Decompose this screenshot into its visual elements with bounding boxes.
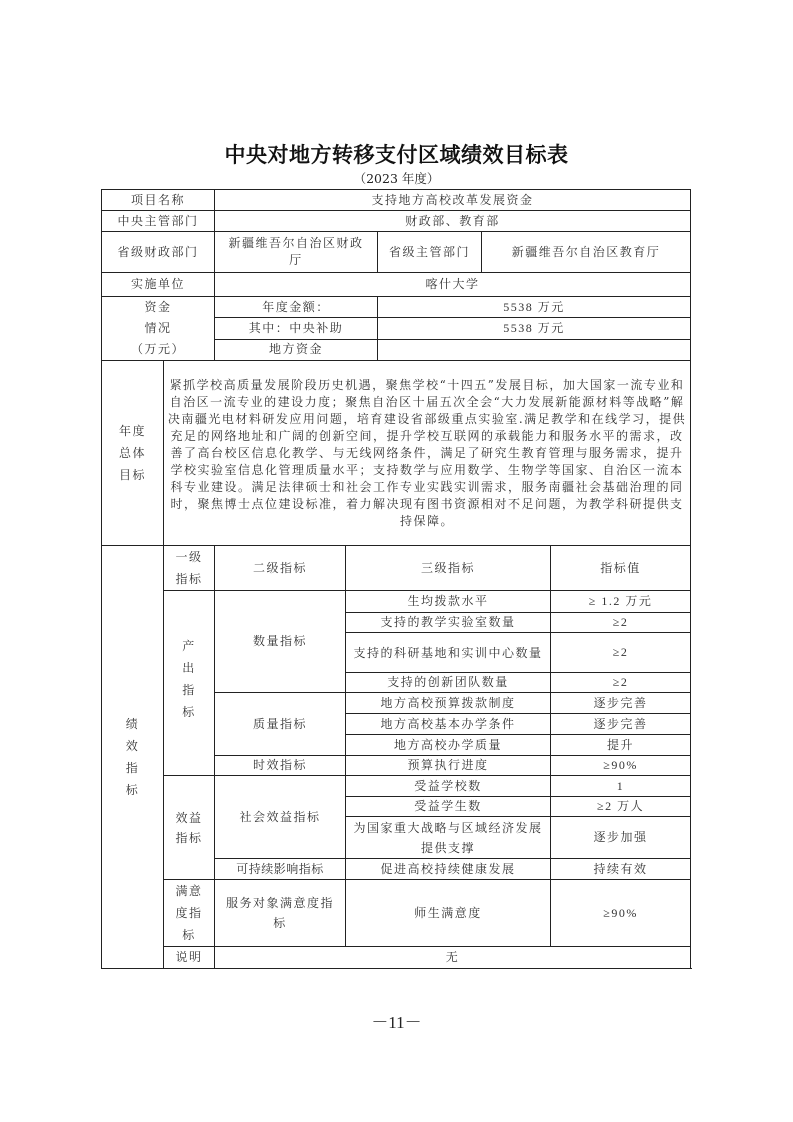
funds-label-line1: 资金: [144, 300, 172, 314]
indicator-name: 支持的教学实验室数量: [346, 613, 551, 633]
row-annual-goal: [102, 361, 691, 546]
timeliness-indicators-label: 时效指标: [215, 756, 346, 776]
indicator-value: ≥2 万人: [551, 797, 691, 817]
table-row: [102, 880, 691, 947]
row-indicator-headers: [102, 546, 691, 591]
performance-target-table: [101, 189, 691, 969]
annual-goal-label-text: 年度总体目标: [118, 424, 146, 482]
indicator-value: ≥ 1.2 万元: [551, 591, 691, 613]
header-level2: 二级指标: [215, 546, 346, 591]
indicator-name: 为国家重大战略与区域经济发展提供支撑: [346, 817, 551, 859]
table-row: [102, 776, 691, 797]
indicator-name: 预算执行进度: [346, 756, 551, 776]
satisfaction-indicators-label: 满意度指标: [164, 880, 215, 947]
row-funds-annual: [102, 297, 691, 318]
quality-indicators-label: 质量指标: [215, 693, 346, 756]
indicator-value: ≥2: [551, 673, 691, 693]
prov-finance-label: 省级财政部门: [102, 232, 215, 273]
page-number: －11－: [371, 1013, 422, 1032]
central-dept-value: 财政部、教育部: [215, 211, 691, 232]
indicator-value: 提升: [551, 735, 691, 756]
document-year: （2023 年度）: [353, 171, 440, 186]
indicator-name: 地方高校办学质量: [346, 735, 551, 756]
social-benefit-label: 社会效益指标: [215, 776, 346, 859]
document-title: 中央对地方转移支付区域绩效目标表: [224, 142, 569, 167]
indicator-value: 持续有效: [551, 859, 691, 880]
performance-indicators-label: [102, 546, 164, 969]
funds-label-line2: 情况: [144, 321, 172, 335]
central-subsidy-value: 5538 万元: [378, 318, 691, 339]
row-central-dept: [102, 211, 691, 232]
indicator-value: ≥2: [551, 633, 691, 673]
quantity-indicators-label: 数量指标: [215, 591, 346, 693]
indicator-value: 逐步完善: [551, 693, 691, 714]
indicator-name: 师生满意度: [346, 880, 551, 947]
indicator-value: ≥2: [551, 613, 691, 633]
annual-amount-label: 年度金额：: [215, 297, 378, 318]
sustainability-label: 可持续影响指标: [215, 859, 346, 880]
annual-goal-text: 紧抓学校高质量发展阶段历史机遇，聚焦学校“十四五”发展目标，加大国家一流专业和自治区一流专业的建设力度；聚焦自治区十届五次全会“大力发展新能源材料等战略”解决南疆光电材料研发应用问题，培育建设省部级重点实验室.满足教学和在线学习，提供充足的网络地址和广阔的创新空间，提升学校互联网的承载能力和服务水平的需求，改善了高台校区信息化教学、与无线网络条件，满足了研究生教育管理与服务需求，提升学校实验室信息化管理质量水平；支持数学与应用数学、生物学等国家、自治区一流本科专业建设。满足法律硕士和社会工作专业实践实训需求，服务南疆社会基础治理的同时，聚焦博士点位建设标准，着力解决现有图书资源相对不足问题，为教学科研提供支持保障。: [164, 361, 691, 546]
project-name-label: 项目名称: [102, 190, 215, 211]
impl-unit-label: 实施单位: [102, 273, 215, 297]
indicator-value: 1: [551, 776, 691, 797]
performance-indicators-label-text: 绩效指标: [125, 717, 140, 797]
table-row: [102, 591, 691, 613]
funds-label-line3: （万元）: [131, 342, 186, 356]
local-funds-value: [378, 339, 691, 360]
project-name-value: 支持地方高校改革发展资金: [215, 190, 691, 211]
note-label: 说明: [164, 947, 215, 969]
header-level3: 三级指标: [346, 546, 551, 591]
prov-dept-label: 省级主管部门: [378, 232, 482, 273]
annual-amount-value: 5538 万元: [378, 297, 691, 318]
indicator-name: 受益学校数: [346, 776, 551, 797]
row-project-name: [102, 190, 691, 211]
header-value: 指标值: [551, 546, 691, 591]
funds-label: [102, 297, 215, 361]
annual-goal-label: [102, 361, 164, 546]
row-note: [102, 947, 691, 969]
header-level1: 一级指标: [164, 546, 215, 591]
indicator-value: 逐步完善: [551, 714, 691, 735]
local-funds-label: 地方资金: [215, 339, 378, 360]
indicator-name: 促进高校持续健康发展: [346, 859, 551, 880]
row-impl-unit: [102, 273, 691, 297]
prov-dept-value: 新疆维吾尔自治区教育厅: [482, 232, 691, 273]
indicator-name: 地方高校基本办学条件: [346, 714, 551, 735]
impl-unit-value: 喀什大学: [215, 273, 691, 297]
indicator-value: ≥90%: [551, 880, 691, 947]
output-indicators-label: 产出指标: [164, 591, 215, 776]
indicator-name: 受益学生数: [346, 797, 551, 817]
row-provincial-depts: [102, 232, 691, 273]
indicator-name: 生均拨款水平: [346, 591, 551, 613]
indicator-value: 逐步加强: [551, 817, 691, 859]
central-dept-label: 中央主管部门: [102, 211, 215, 232]
indicator-value: ≥90%: [551, 756, 691, 776]
indicator-name: 地方高校预算拨款制度: [346, 693, 551, 714]
benefit-indicators-label: 效益指标: [164, 776, 215, 880]
indicator-name: 支持的创新团队数量: [346, 673, 551, 693]
service-satisfaction-label: 服务对象满意度指标: [215, 880, 346, 947]
indicator-name: 支持的科研基地和实训中心数量: [346, 633, 551, 673]
central-subsidy-label: 其中：中央补助: [215, 318, 378, 339]
note-value: 无: [215, 947, 691, 969]
prov-finance-value: 新疆维吾尔自治区财政厅: [215, 232, 378, 273]
